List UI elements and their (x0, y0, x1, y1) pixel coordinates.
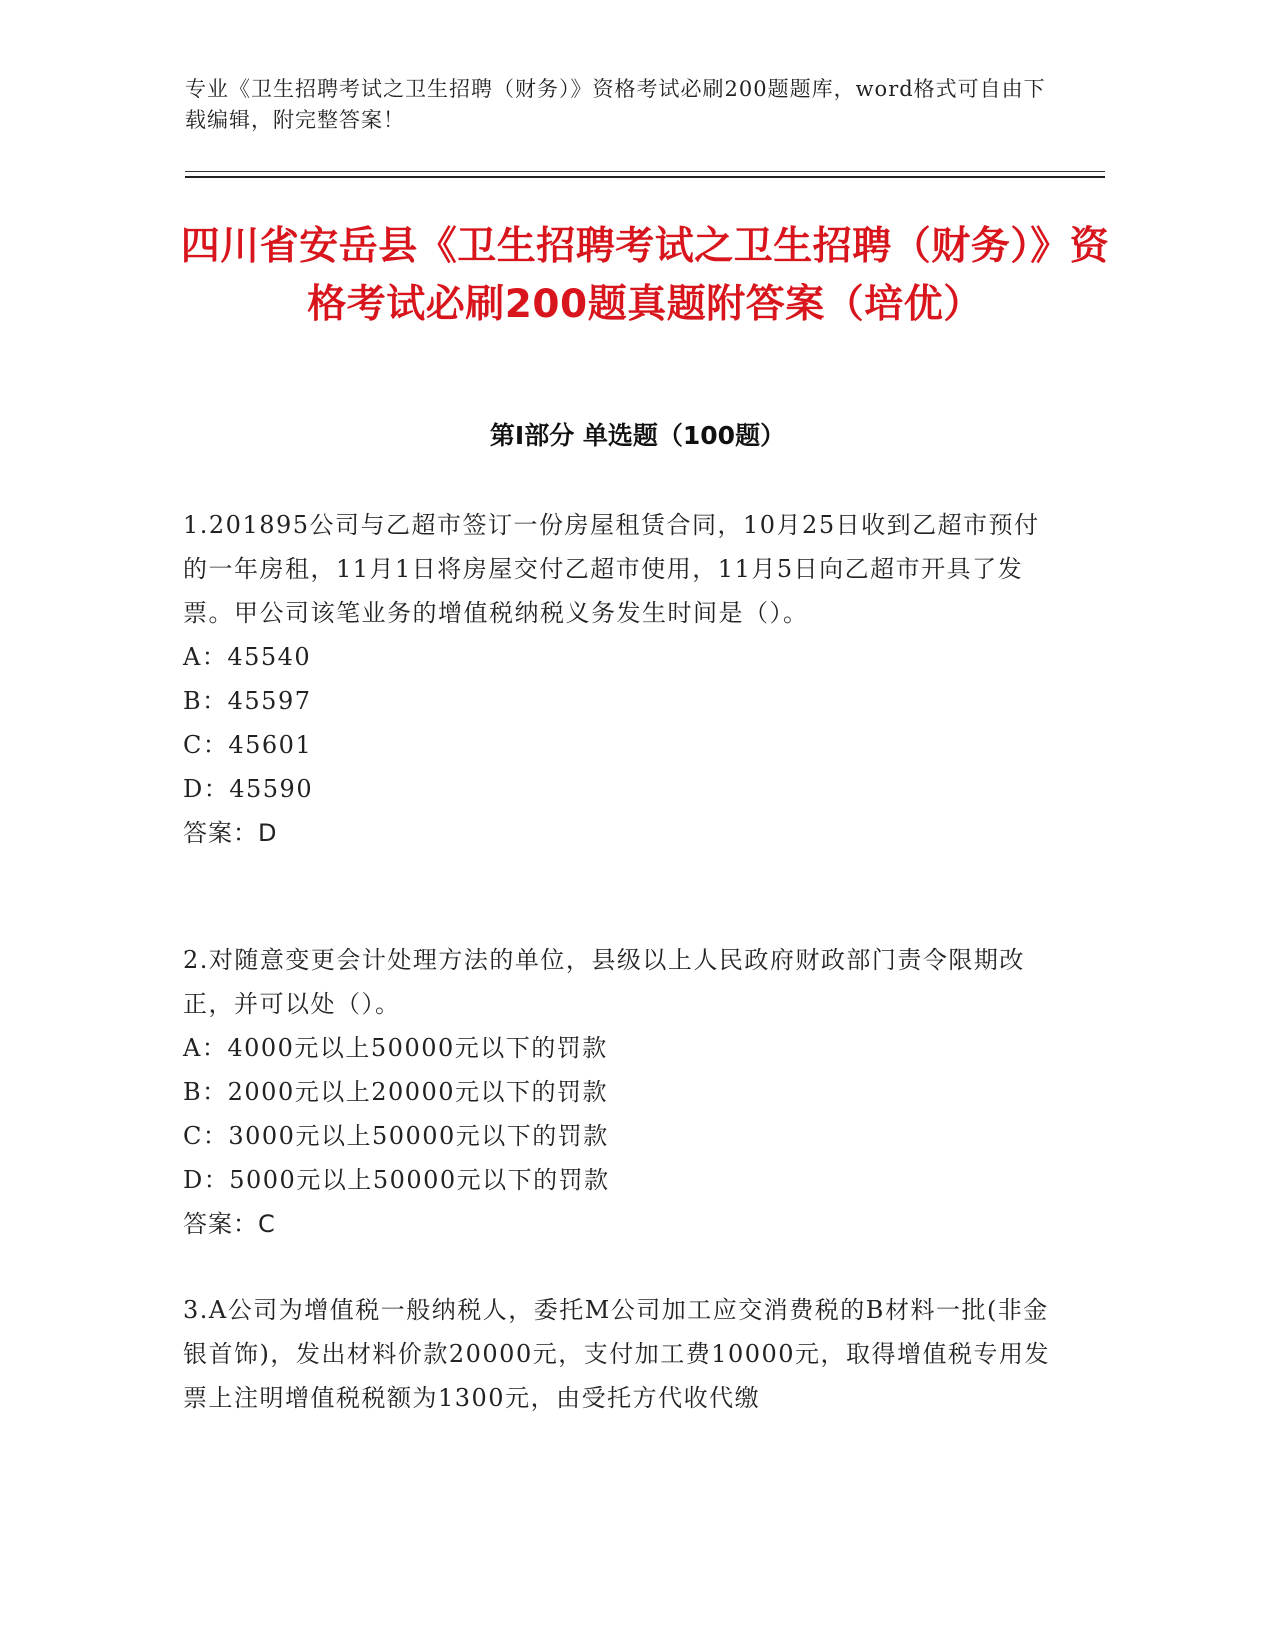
option-c: C：3000元以上50000元以下的罚款 (183, 1122, 609, 1150)
answer: 答案：D (183, 819, 278, 847)
option-b: B：45597 (183, 687, 312, 715)
question-text: 2.对随意变更会计处理方法的单位，县级以上人民政府财政部门责令限期改正，并可以处（）。 (183, 946, 1025, 1018)
question-1 (183, 503, 1063, 855)
option-b: B：2000元以上20000元以下的罚款 (183, 1078, 609, 1106)
document-title: 四川省安岳县《卫生招聘考试之卫生招聘（财务）》资格考试必刷200题真题附答案（培优） (180, 224, 1110, 327)
answer: 答案：C (183, 1210, 276, 1238)
header-note: 专业《卫生招聘考试之卫生招聘（财务）》资格考试必刷200题题库，word格式可自由下载编辑，附完整答案！ (185, 77, 1046, 132)
question-text: 1.201895公司与乙超市签订一份房屋租赁合同，10月25日收到乙超市预付的一年房租，11月1日将房屋交付乙超市使用，11月5日向乙超市开具了发票。甲公司该笔业务的增值税纳税义务发生时间是（）。 (183, 511, 1040, 627)
section-title: 第Ⅰ部分 单选题（100题） (489, 421, 786, 450)
header-divider-thin (185, 171, 1105, 172)
option-d: D：5000元以上50000元以下的罚款 (183, 1166, 610, 1194)
option-a: A：45540 (183, 643, 312, 671)
option-d: D：45590 (183, 775, 314, 803)
header-divider-thick (185, 176, 1105, 178)
question-text: 3.A公司为增值税一般纳税人，委托M公司加工应交消费税的B材料一批(非金银首饰)，发出材料价款20000元，支付加工费10000元，取得增值税专用发票上注明增值税税额为1300元，由受托方代收代缴 (183, 1296, 1051, 1412)
option-c: C：45601 (183, 731, 313, 759)
question-2 (183, 938, 1063, 1246)
question-3 (183, 1288, 1063, 1420)
option-a: A：4000元以上50000元以下的罚款 (183, 1034, 608, 1062)
